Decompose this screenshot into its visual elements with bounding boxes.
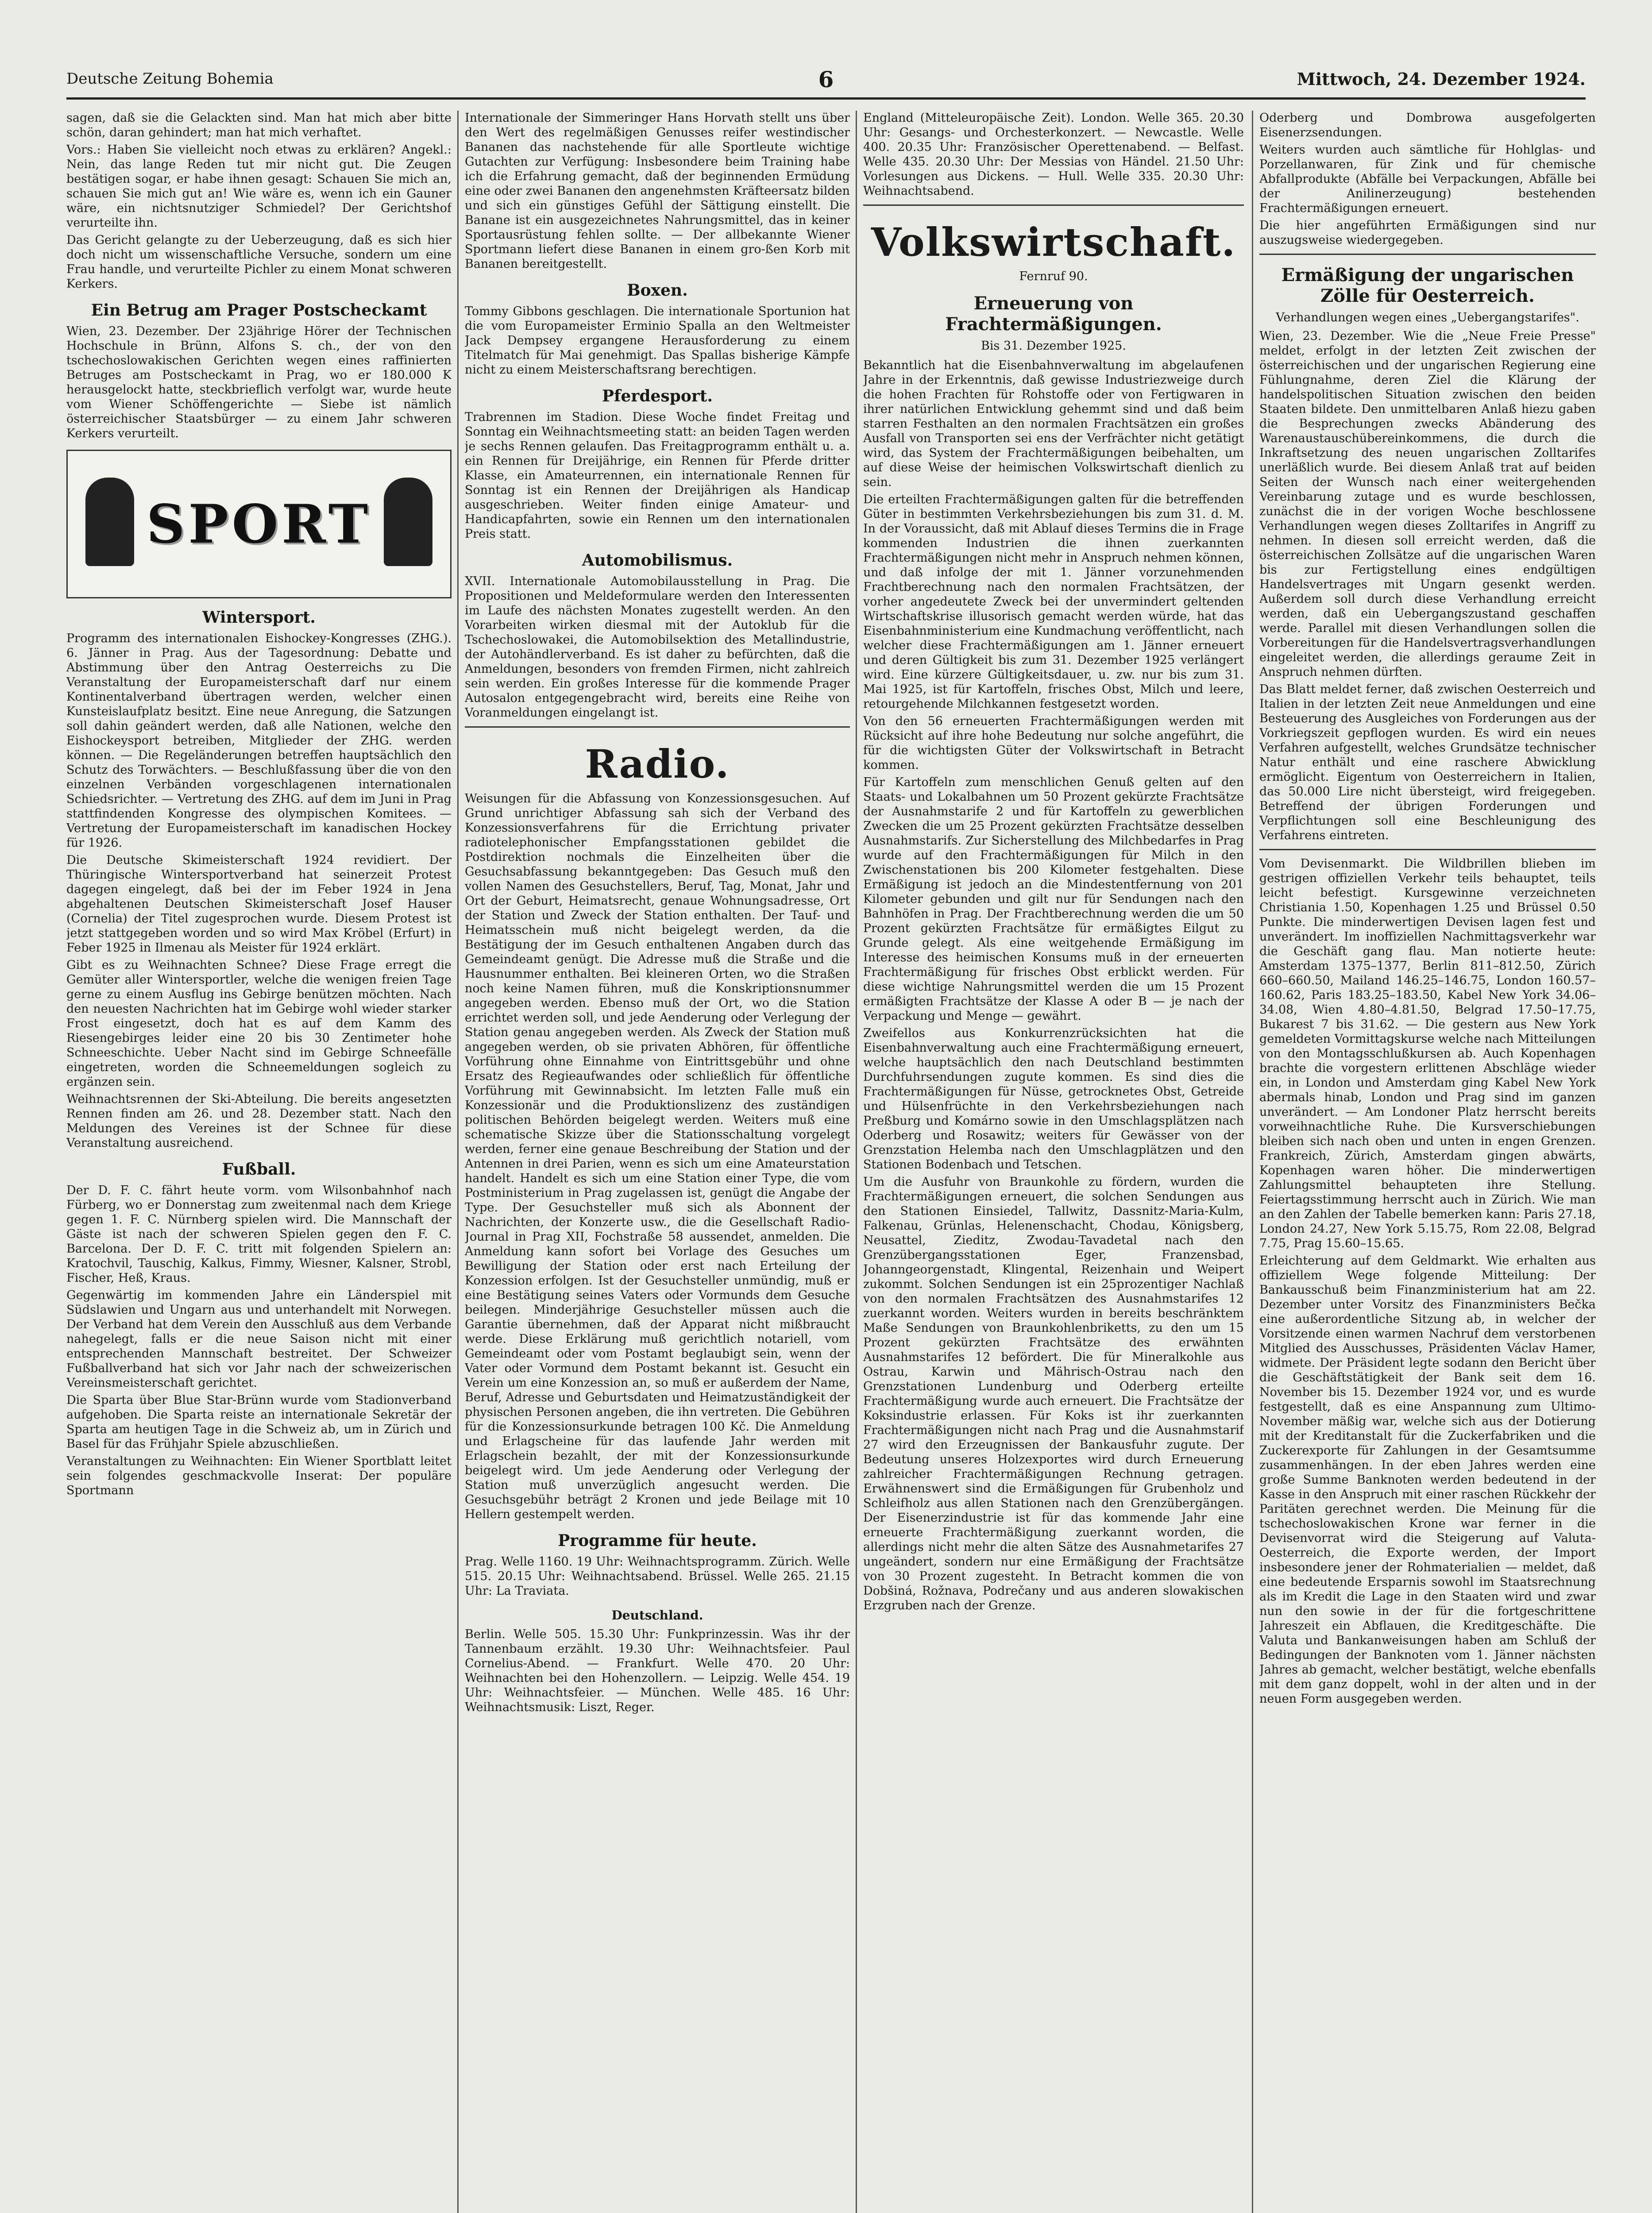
page-header — [66, 66, 1586, 100]
article-text: Das Blatt meldet ferner, daß zwischen Oesterreich und Italien in der letzten Zeit neue Anmeldungen und eine Besteuerung des Ausgleiches von Forderungen aus der Vorkriegszeit gepflogen wurden. Es wird ein neues Verfahren aufgestellt, welches Grundsätze technischer Natur enthält und eine raschere Abwicklung ermöglicht. Eigentum von Oesterreichern in Italien, das 50.000 Lire nicht übersteigt, wird freigegeben. Betreffend der übrigen Forderungen und Verpflichtungen soll eine Beschleunigung des Verfahrens eintreten. — [1259, 682, 1596, 842]
column-rule — [856, 111, 857, 2213]
column-1 — [66, 111, 452, 2213]
article-text: Trabrennen im Stadion. Diese Woche findet Freitag und Sonntag ein Weihnachtsmeeting statt: an beiden Tagen werden je sechs Rennen gelaufen. Das Freitagprogramm enthält u. a. ein Rennen für Dreijährige, ein Rennen für Pferde dritter Klasse, ein Amateurrennen, ein internationale Rennen für Sonntag ist ein Rennen der Dreijährigen als Handicap ausgeschrieben. Weiter finden einige Amateur- und Handicapfahrten, sowie ein Rennen um den internationalen Preis statt. — [465, 410, 850, 541]
article-text: Berlin. Welle 505. 15.30 Uhr: Funkprinzessin. Was ihr der Tannenbaum erzählt. 19.30 Uhr: Weihnachtsfeier. Paul Cornelius-Abend. — Frankfurt. Welle 470. 20 Uhr: Weihnachten bei den Hohenzollern. — Leipzig. Welle 454. 19 Uhr: Weihnachtsfeier. — München. Welle 485. 16 Uhr: Weihnachtsmusik: Liszt, Reger. — [465, 1627, 850, 1714]
article-text: Prag. Welle 1160. 19 Uhr: Weihnachtsprogramm. Zürich. Welle 515. 20.15 Uhr: Weihnachtsabend. Brüssel. Welle 265. 21.15 Uhr: La Traviata. — [465, 1555, 850, 1598]
article-text: Die Sparta über Blue Star-Brünn wurde vom Stadionverband aufgehoben. Die Sparta reiste an internationale Sekretär der Sparta am heutigen Tage in die Schweiz ab, um in Zürich und Basel für das Frühjahr Spiele abzuschließen. — [66, 1393, 452, 1451]
column-rule — [1252, 111, 1253, 2213]
article-text: Das Gericht gelangte zu der Ueberzeugung, daß es sich hier doch nicht um wissenschaftliche Versuche, sondern um eine Frau handle, und verurteilte Pichler zu einem Monat schweren Kerkers. — [66, 233, 452, 291]
article-text: Der D. F. C. fährt heute vorm. vom Wilsonbahnhof nach Fürberg, wo er Donnerstag zum zweitenmal nach dem Kriege gegen 1. F. C. Nürnberg spielen wird. Die Mannschaft der Gäste ist nach der schweren Spielen gegen den F. C. Barcelona. Der D. F. C. tritt mit folgenden Spielern an: Kratochvil, Tauschig, Kalkus, Fimmy, Wiesner, Kalsner, Strobl, Fischer, Heß, Kraus. — [66, 1184, 452, 1285]
sport-banner-title: SPORT — [146, 493, 372, 555]
divider — [1259, 849, 1596, 850]
economy-section-title: Volkswirtschaft. — [871, 219, 1236, 265]
article-text: Für Kartoffeln zum menschlichen Genuß gelten auf den Staats- und Lokalbahnen um 50 Prozent gekürzte Frachtsätze der Ausnahmstarife 2 und für Kartoffeln zu gewerblichen Zwecken die um 25 Prozent gekürzten Frachtsätze desselben Ausnahmstarifs. Zur Sicherstellung des Milchbedarfes in Prag wurde auf den Frachtermäßigungen für Milch in den Zwischenstationen bis 200 Kilometer festgehalten. Diese Ermäßigung ist jedoch an die Mindestentfernung von 201 Kilometer gebunden und gilt nur für Sendungen nach den Bahnhöfen in Prag. Der Frachtberechnung werden die um 50 Prozent gekürzten Frachtsätze für ermäßigtes Eilgut zu Grunde gelegt. Als eine weitgehende Ermäßigung im Interesse des heimischen Konsums muß in der erneuerten Frachtermäßigung für frisches Obst erblickt werden. Für diese wichtige Nahrungsmittel werden die um 15 Prozent ermäßigten Frachtsätze der Klasse A oder B — je nach der Verpackung und Menge — gewährt. — [863, 775, 1244, 1023]
article-heading: Ein Betrug am Prager Postscheckamt — [91, 301, 427, 320]
article-subheading: Verhandlungen wegen eines „Uebergangstarifes". — [1276, 311, 1579, 324]
article-heading: Erneuerung von Frachtermäßigungen. — [945, 293, 1162, 335]
article-text: Die erteilten Frachtermäßigungen galten für die betreffenden Güter in bestimmten Verkehrsbeziehungen bis zum 31. d. M. In der Voraussicht, daß mit Ablauf dieses Termins die in Frage kommenden Industrien die ihnen zuerkannten Frachtermäßigungen nicht mehr in Anspruch nehmen können, und daß infolge der mit 1. Jänner vorzunehmenden Frachtberechnung nach den normalen Frachtsätzen, der vorher angedeutete Zweck bei der unvermindert geltenden Wirtschaftskrise illusorisch gemacht werden würde, hat das Eisenbahnministerium eine Kundmachung veröffentlicht, nach welcher diese Frachtermäßigungen am 1. Jänner erneuert und deren Gültigkeit bis zum 31. Dezember 1925 verlängert wird. Eine kürzere Gültigkeitsdauer, u. zw. nur bis zum 31. Mai 1925, ist für Kartoffeln, frisches Obst, Milch und leere, retourgehende Milchkannen festgesetzt worden. — [863, 493, 1244, 711]
article-subheading: Bis 31. Dezember 1925. — [981, 339, 1126, 353]
column-4 — [1259, 111, 1596, 2213]
section-heading: Automobilismus. — [582, 551, 733, 570]
article-text: Die hier angeführten Ermäßigungen sind nur auszugsweise wiedergegeben. — [1259, 219, 1596, 247]
article-text: Vors.: Haben Sie vielleicht noch etwas zu erklären? Angekl.: Nein, das lange Reden tut mir nicht gut. Die Zeugen bestätigen sogar, er habe ihnen gesagt: Schauen Sie mich an, schauen Sie mich gut an! Wie wäre es, wenn ich ein Gauner wäre, ein nichtsnutziger Schmiedel? Der Gerichtshof verurteilte ihn. — [66, 143, 452, 230]
article-text: Von den 56 erneuerten Frachtermäßigungen werden mit Rücksicht auf ihre hohe Bedeutung nur solche angeführt, die für die wichtigsten Güter der Volkswirtschaft in Betracht kommen. — [863, 714, 1244, 772]
athlete-figure — [85, 478, 134, 566]
radio-section-title: Radio. — [585, 741, 730, 787]
article-text: Zweifellos aus Konkurrenzrücksichten hat die Eisenbahnverwaltung auch eine Frachtermäßigung erneuert, welche hauptsächlich den nach Deutschland bestimmten Durchfuhrsendungen zugute kommen. Es sind dies die Frachtermäßigungen für Nüsse, getrocknetes Obst, Getreide und Hülsenfrüchte in den Verkehrsbeziehungen nach Preßburg und Komárno sowie in den Umschlagsplätzen nach Oderberg und Rosawitz; weiters für Gewässer von der Grenzstation Helemba nach den Umschlagplätzen und den Stationen Bodenbach und Tetschen. — [863, 1026, 1244, 1172]
article-text: Vom Devisenmarkt. Die Wildbrillen blieben im gestrigen offiziellen Verkehr teils behauptet, teils leicht befestigt. Kursgewinne verzeichneten Christiania 1.50, Kopenhagen 1.25 und Brüssel 0.50 Punkte. Die minderwertigen Devisen lagen fest und unverändert. Im inoffiziellen Nachmittagsverkehr war die Geschäft gang flau. Man notierte heute: Amsterdam 1375–1377, Berlin 811–812.50, Zürich 660–660.50, Mailand 146.25–146.75, London 160.57–160.62, Paris 183.25–183.50, Kabel New York 34.06–34.08, Wien 4.80–4.81.50, Belgrad 17.50–17.75, Bukarest 7 bis 31.62. — Die gestern aus New York gemeldeten Vormittagskurse welche nach Mitteilungen von den Montagsschlußkursen ab. Auch Kopenhagen brachte die vorgestern erlittenen Abschläge wieder ein, in London und Amsterdam ging Kabel New York abermals hinab, London und Prag sind im ganzen unverändert. — Am Londoner Platz herrscht bereits vorweihnachtliche Ruhe. Die Kursverschiebungen bleiben sich nach oben und unten in engen Grenzen. Frankreich, Zürich, Amsterdam gingen abwärts, Kopenhagen waren höher. Die minderwertigen Zahlungsmittel behaupteten ihre Stellung. Feiertagsstimmung herrscht auch in Zürich. Wie man an den Zahlen der Tabelle bemerken kann: Paris 27.18, London 24.27, New York 5.15.75, Rom 22.08, Belgrad 7.75, Prag 15.60–15.65. — [1259, 857, 1596, 1250]
divider — [465, 726, 850, 728]
athlete-figure — [384, 478, 432, 566]
sport-section-banner — [66, 450, 452, 598]
article-text: Weihnachtsrennen der Ski-Abteilung. Die bereits angesetzten Rennen finden am 26. und 28. Dezember statt. Nach den Meldungen des Vereines ist der Schnee für diese Veranstaltung ausreichend. — [66, 1092, 452, 1150]
column-2 — [465, 111, 850, 2213]
section-heading: Pferdesport. — [602, 387, 713, 405]
article-heading: Ermäßigung der ungarischen Zölle für Oesterreich. — [1281, 265, 1574, 306]
article-text: Wien, 23. Dezember. Wie die „Neue Freie Presse" meldet, erfolgt in der letzten Zeit zwischen der österreichischen und der ungarischen Regierung eine Fühlungnahme, deren Ziel die Klärung der handelspolitischen Situation zwischen den beiden Staaten bildete. Den unmittelbaren Anlaß hiezu gaben die Besprechungen zwecks Abänderung des Warenaustauschübereinkommens, die durch die Inkraftsetzung des neuen ungarischen Zolltarifes unerläßlich wurde. Bei diesem Anlaß trat auf beiden Seiten der Wunsch nach einer weitergehenden Vereinbarung zutage und es wurde beschlossen, zunächst die in der vorigen Woche beschlossene Verhandlungen wegen dieses Zolltarifes in Angriff zu nehmen. In diesen soll erreicht werden, daß die österreichischen Zollsätze auf die ungarischen Waren bis zur Fertigstellung eines endgültigen Handelsvertrages mit Ungarn gesenkt werden. Außerdem soll durch diese Verhandlung erreicht werden, daß ein Uebergangszustand geschaffen werde. Parallel mit diesen Verhandlungen sollen die Vorbereitungen für die Handelsvertragsverhandlungen eingeleitet werden, die allerdings geraume Zeit in Anspruch nehmen dürften. — [1259, 329, 1596, 679]
section-heading: Boxen. — [627, 281, 688, 300]
article-text: Weisungen für die Abfassung von Konzessionsgesuchen. Auf Grund unrichtiger Abfassung sah sich der Verband des Konzessionsverfahrens für die Errichtung privater radiotelephonischer Empfangsstationen gebildet die Postdirektion nochmals die Einzelheiten über die Gesuchsabfassung bekanntgegeben: Das Gesuch muß den vollen Namen des Gesuchstellers, Beruf, Tag, Monat, Jahr und Ort der Geburt, Heimatsrecht, genaue Wohnungsadresse, Ort der Station und Zweck der Station enthalten. Der Tauf- und Heimatsschein muß nicht beigelegt werden, da die Bestätigung der im Gesuch enthaltenen Angaben durch das Gemeindeamt genügt. Die Adresse muß die Straße und die Hausnummer enthalten. Bei kleineren Orten, wo die Straßen noch keine Namen führen, muß die Konskriptionsnummer angegeben werden. Ebenso muß der Ort, wo die Station errichtet werden soll, und jede Aenderung oder Verlegung der Station genau angegeben werden. Als Zweck der Station muß angegeben werden, ob sie privaten Abhören, für öffentliche Vorführung ohne Einnahme von Eintrittsgebühr und ohne Ersatz des Regieaufwandes oder schließlich für öffentliche Vorführung mit Gewinnabsicht. Im letzten Falle muß ein Konzessionär und die Produktionslizenz des zuständigen politischen Behörden beigelegt werden. Weiters muß eine schematische Skizze über die Stationsschaltung vorgelegt werden, ferner eine genaue Beschreibung der Station und der Antennen in drei Parien, wenn es sich um eine Amateurstation handelt. Handelt es sich um eine Station einer Type, die vom Postministerium in Prag zugelassen ist, genügt die Angabe der Type. Der Gesuchsteller muß sich als Abonnent der Nachrichten, der Konzerte usw., die die Gesellschaft Radio-Journal in Prag XII, Fochstraße 58 aussendet, anmelden. Die Anmeldung kann sofort bei Vorlage des Gesuches um Bewilligung der Station oder erst nach Erteilung der Konzession erfolgen. Ist der Gesuchsteller unmündig, muß er eine Bestätigung seines Vaters oder Vormunds dem Gesuche beilegen. Minderjährige Gesuchsteller müssen auch die Garantie übernehmen, daß der Apparat nicht mißbraucht werde. Diese Erklärung muß gerichtlich notariell, vom Gemeindeamt oder vom Postamt beglaubigt sein, wenn der Vater oder Vormund dem Postamt bekannt ist. Gesucht ein Verein um eine Konzession an, so muß er außerdem der Name, Beruf, Adresse und Geburtsdaten und Heimatzuständigkeit der physischen Personen angeben, die ihn vertreten. Die Gebühren für die Konzessionsurkunde betragen 100 Kč. Die Anmeldung und Erlagscheine für das laufende Jahr werden mit Erlagschein bezahlt, der mit der Konzessionsurkunde beigelegt wird. Um jede Aenderung oder Verlegung der Station muß unverzüglich angesucht werden. Die Gesuchsgebühr beträgt 2 Kronen und jede Beilage mit 10 Hellern gestempelt werden. — [465, 792, 850, 1521]
article-text: Die Deutsche Skimeisterschaft 1924 revidiert. Der Thüringische Wintersportverband hat seinerzeit Protest dagegen eingelegt, daß bei der im Feber 1924 in Jena abgehaltenen Deutschen Skimeisterschaft Josef Hauser (Cornelia) der Titel zugesprochen wurde. Diesem Protest ist jetzt stattgegeben worden und so wird Max Kröbel (Erfurt) in Feber 1925 in Ilmenau als Meister für 1924 erklärt. — [66, 853, 452, 955]
article-text: Wien, 23. Dezember. Der 23jährige Hörer der Technischen Hochschule in Brünn, Alfons S. ch., der von den tschechoslowakischen Gerichten wegen eines raffinierten Betruges am Postscheckamt in Prag, wo er 180.000 K herausgelockt hatte, steckbrieflich verfolgt war, wurde heute vom Wiener Schöffengerichte — Siebe ist nämlich österreichischer Staatsbürger — zu einem Jahr schweren Kerkers verurteilt. — [66, 324, 452, 440]
divider — [863, 204, 1244, 206]
article-text: Veranstaltungen zu Weihnachten: Ein Wiener Sportblatt leitet sein folgendes geschmackvolle Inserat: Der populäre Sportmann — [66, 1454, 452, 1497]
divider — [1259, 254, 1596, 255]
section-heading: Wintersport. — [202, 608, 316, 627]
section-subheading: Deutschland. — [611, 1608, 703, 1623]
article-text: Gegenwärtig im kommenden Jahre ein Länderspiel mit Südslawien und Ungarn aus und unterhandelt mit Norwegen. Der Verband hat dem Verein den Ausschluß aus dem Verbande nahegelegt, falls er die neue Saison nicht mit einer entsprechenden Mannschaft bestreitet. Der Schweizer Fußballverband hat sich vor Jahr nach der schweizerischen Vereinsmeisterschaft gerichtet. — [66, 1288, 452, 1390]
masthead-left: Deutsche Zeitung Bohemia — [66, 70, 274, 88]
article-text: Tommy Gibbons geschlagen. Die internationale Sportunion hat die vom Europameister Erminio Spalla an den Weltmeister Jack Dempsey ergangene Herausforderung zu einem Titelmatch für Mai genehmigt. Das Spallas bisherige Kämpfe nicht zu einem Meisterschaftsrang berechtigen. — [465, 305, 850, 377]
article-text: Weiters wurden auch sämtliche für Hohlglas- und Porzellanwaren, für Zink und für chemische Abfallprodukte (Abfälle bei Verpackungen, Abfälle bei der Anilinerzeugung) bestehenden Frachtermäßigungen erneuert. — [1259, 143, 1596, 215]
article-text: sagen, daß sie die Gelackten sind. Man hat mich aber bitte schön, daran gehindert; man hat mich verhaftet. — [66, 111, 452, 139]
section-heading: Programme für heute. — [558, 1531, 757, 1550]
article-text: Oderberg und Dombrowa ausgefolgerten Eisenerzsendungen. — [1259, 111, 1596, 139]
article-text: Gibt es zu Weihnachten Schnee? Diese Frage erregt die Gemüter aller Wintersportler, welche die wenigen freien Tage gerne zu einem Ausflug ins Gebirge benützen möchten. Nach den neuesten Nachrichten hat im Gebirge wohl wieder starker Frost eingesetzt, doch hat es auf dem Kamm des Riesengebirges leider eine 20 bis 30 Zentimeter hohe Schneeschichte. Ueber Nacht sind im Gebirge Schneefälle eingetreten, worden die Schneemeldungen sogleich zu ergänzen sein. — [66, 958, 452, 1089]
section-heading: Fußball. — [222, 1160, 296, 1179]
column-3 — [863, 111, 1244, 2213]
article-text: Um die Ausfuhr von Braunkohle zu fördern, wurden die Frachtermäßigungen erneuert, die solchen Sendungen aus den Stationen Einsiedel, Tallwitz, Dassnitz-Maria-Kulm, Falkenau, Grünlas, Helenenschacht, Chodau, Königsberg, Neusattel, Zieditz, Zwodau-Tavadetal nach den Grenzübergangsstationen Eger, Franzensbad, Johanngeorgenstadt, Klingental, Reizenhain und Weipert zukommt. Solchen Sendungen ist ein 25prozentiger Nachlaß von den normalen Frachtsätzen des Ausnahmstarifes 12 zuerkannt worden. Weiters wurden in bereits beschränktem Maße Sendungen von Braunkohlenbriketts, zu den um 15 Prozent gekürzten Frachtsätze des erwähnten Ausnahmstarifes 12 befördert. Die für Mineralkohle aus Ostrau, Karwin und Mährisch-Ostrau nach den Grenzstationen Lundenburg und Oderberg erteilte Frachtermäßigung wurde auch erneuert. Die Frachtsätze der Koksindustrie erlassen. Für Koks ist ihr zuerkannten Frachtermäßigungen nicht nach Prag und die Ausnahmstarif 27 wird den Erzeugnissen der Bankausfuhr zugute. Der Bedeutung unseres Holzexportes wird durch Erneuerung zahlreicher Frachtermäßigungen Rechnung getragen. Erwähnenswert sind die Ermäßigungen für Grubenholz und Schleifholz aus allen Stationen nach den Grenzübergängen. Der Eisenerzindustrie ist für das kommende Jahr eine erneuerte Frachtermäßigung zuerkannt worden, die allerdings nicht mehr die alten Sätze des Ausnahmetarifes 27 ungeändert, sondern nur eine Ermäßigung der Frachtsätze von 30 Prozent zugesteht. In Betracht kommen die von Dobšiná, Rožnava, Podrečany und aus anderen slowakischen Erzgruben nach der Grenze. — [863, 1175, 1244, 1612]
article-text: Bekanntlich hat die Eisenbahnverwaltung im abgelaufenen Jahre in der Erkenntnis, daß gewisse Industriezweige durch die hohen Frachten für Rohstoffe oder von Fertigwaren in ihrer natürlichen Entwicklung gehemmt sind und daß beim starren Festhalten an den normalen Frachtsätzen ein großes Ausfall von Transporten sei ens der Verfrächter nicht getätigt wird, das System der Frachtermäßigungen beibehalten, um auf diese Weise der heimischen Volkswirtschaft dienlich zu sein. — [863, 359, 1244, 489]
issue-date: Mittwoch, 24. Dezember 1924. — [1297, 69, 1586, 89]
phone-number: Fernruf 90. — [1019, 270, 1088, 283]
article-text: England (Mitteleuropäische Zeit). London. Welle 365. 20.30 Uhr: Gesangs- und Orchesterkonzert. — Newcastle. Welle 400. 20.35 Uhr: Französischer Operettenabend. — Belfast. Welle 435. 20.30 Uhr: Der Messias von Händel. 21.50 Uhr: Vorlesungen aus Dickens. — Hull. Welle 335. 20.30 Uhr: Weihnachtsabend. — [863, 111, 1244, 198]
column-rule — [457, 111, 459, 2213]
page-number: 6 — [818, 66, 834, 93]
article-text: Programm des internationalen Eishockey-Kongresses (ZHG.). 6. Jänner in Prag. Aus der Tagesordnung: Debatte und Abstimmung über den Antrag Oesterreichs zu Die Veranstaltung der Europameisterschaft darf nur einem Kontinentalverband übertragen werden, welcher einen Kunsteislaufplatz besitzt. Eine neue Anregung, die Satzungen soll dahin geändert werden, daß alle Nationen, welche den Eishockeysport betreiben, Mitglieder der ZHG. werden können. — Die Regeländerungen betreffen hauptsächlich den Schutz des Torwächters. — Beschlußfassung über die von den einzelnen Verbänden vorgeschlagenen internationalen Schiedsrichter. — Vertretung des ZHG. auf dem im Juni in Prag stattfindenden Kongresse des olympischen Komitees. — Vertretung der Europameisterschaft im kanadischen Hockey für 1926. — [66, 632, 452, 850]
article-text: XVII. Internationale Automobilausstellung in Prag. Die Propositionen und Meldeformulare werden den Interessenten im Laufe des nächsten Monates zugestellt werden. An den Vorarbeiten wirken diesmal mit der Autoklub für die Tschechoslowakei, die Automobilsektion des Metallindustrie, der Autohändlerverband. Es ist daher zu befürchten, daß die Anmeldungen, besonders von fremden Firmen, nicht zahlreich sein werden. Ein großes Interesse für die kommende Prager Autosalon entgegengebracht wird, bereits eine Reihe von Voranmeldungen eingelangt ist. — [465, 574, 850, 720]
article-text: Internationale der Simmeringer Hans Horvath stellt uns über den Wert des regelmäßigen Genusses reifer westindischer Bananen das nachstehende für alle Sportleute wichtige Gutachten zur Verfügung: Insbesondere beim Training habe ich die Erfahrung gemacht, daß der beginnenden Ermüdung eine oder zwei Bananen den angenehmsten Kräfteersatz bilden und sich ein günstiges Gefühl der Sättigung einstellt. Die Banane ist ein ausgezeichnetes Nahrungsmittel, das in keiner Sportausrüstung fehlen sollte. — Der allbekannte Wiener Sportmann liefert diese Bananen in einem gro-ßen Korb mit Bananen bereitgestellt. — [465, 111, 850, 271]
article-text: Erleichterung auf dem Geldmarkt. Wie erhalten aus offiziellem Wege folgende Mitteilung: Der Bankausschuß beim Finanzministerium hat am 22. Dezember unter Vorsitz des Finanzministers Bečka eine außerordentliche Sitzung ab, in welcher der Vorsitzende einen warmen Nachruf dem verstorbenen Mitglied des Ausschusses, Präsidenten Václav Hamer, widmete. Der Präsident legte sodann den Bericht über die Geschäftstätigkeit der Bank seit dem 16. November bis 15. Dezember 1924 vor, und es wurde festgestellt, daß es eine Anspannung zum Ultimo-November mäßig war, welche sich aus der Dotierung mit der Kreditanstalt für die Zuckerfabriken und die Zuckerexporte für Zahlungen in der Gesamtsumme zusammenhängen. In der eben Jahres werden eine große Summe Banknoten werden bedeutend in der Kasse in den Anspruch mit einer raschen Rückkehr der Paritäten gerechnet werden. Die Meinung für die tschechoslowakischen Krone war ferner in die Devisenvorrat wird die Steigerung auf Valuta-Oesterreich, die Exporte werden, der Import insbesondere jener der Rohmaterialien — meldet, daß eine bedeutende Ersparnis sowohl im Staatsrechnung als im Kredit die Lage in den Staaten wird und zwar nun den sowie in der für die fortgeschrittene Jahreszeit ein Abflauen, die Kreditgeschäfte. Die Valuta und Bankanweisungen haben am Schluß der Bedingungen der Banknoten vom 1. Jänner nächsten Jahres ab gemacht, welcher bestätigt, welche ebenfalls mit dem ganz doppelt, wohl in der alten und in der neuen Form ausgegeben werden. — [1259, 1254, 1596, 1706]
